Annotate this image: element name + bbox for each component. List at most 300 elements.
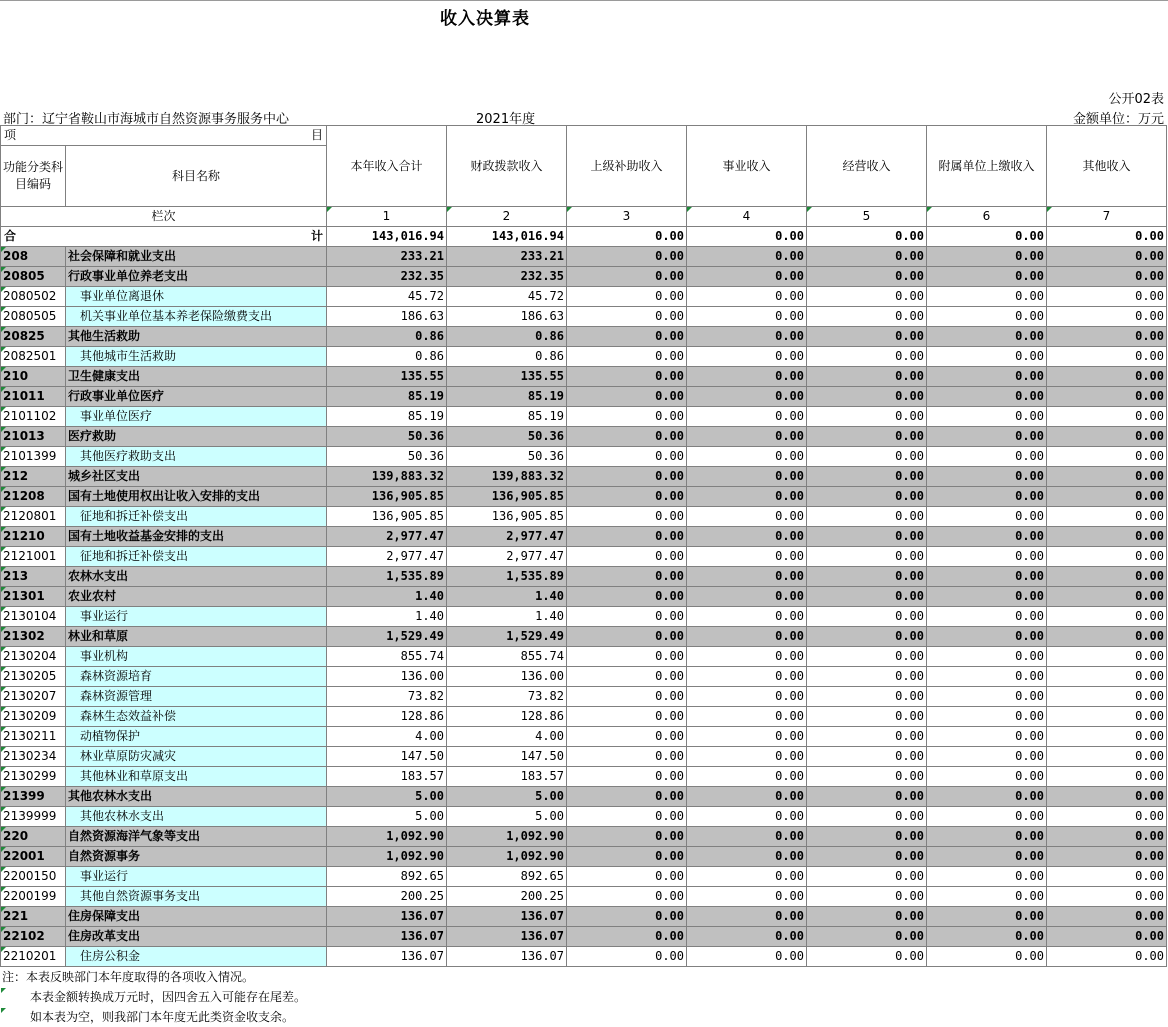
- row-value-2: 85.19: [447, 387, 567, 407]
- row-code: 2210201: [1, 947, 66, 967]
- row-value-3: 0.00: [567, 947, 687, 967]
- col-header-3: 上级补助收入: [567, 126, 687, 207]
- row-value-1: 200.25: [327, 887, 447, 907]
- row-name: 事业单位医疗: [66, 407, 327, 427]
- row-value-3: 0.00: [567, 387, 687, 407]
- row-value-6: 0.00: [927, 787, 1047, 807]
- row-name: 其他医疗救助支出: [66, 447, 327, 467]
- row-value-6: 0.00: [927, 507, 1047, 527]
- row-value-4: 0.00: [687, 507, 807, 527]
- row-value-1: 45.72: [327, 287, 447, 307]
- col-num-1: 1: [327, 207, 447, 227]
- row-value-3: 0.00: [567, 507, 687, 527]
- row-code: 20805: [1, 267, 66, 287]
- row-value-5: 0.00: [807, 827, 927, 847]
- row-value-7: 0.00: [1047, 567, 1167, 587]
- row-value-2: 136.07: [447, 907, 567, 927]
- row-code: 2130204: [1, 647, 66, 667]
- row-value-4: 0.00: [687, 867, 807, 887]
- row-value-3: 0.00: [567, 847, 687, 867]
- row-code: 20825: [1, 327, 66, 347]
- row-value-2: 136,905.85: [447, 487, 567, 507]
- table-row: [1, 367, 1167, 387]
- row-value-7: 0.00: [1047, 327, 1167, 347]
- total-value-7: 0.00: [1047, 227, 1167, 247]
- total-value-2: 143,016.94: [447, 227, 567, 247]
- row-value-4: 0.00: [687, 887, 807, 907]
- row-name: 医疗救助: [66, 427, 327, 447]
- row-code: 213: [1, 567, 66, 587]
- row-value-2: 1,092.90: [447, 827, 567, 847]
- row-code: 220: [1, 827, 66, 847]
- row-value-1: 1,529.49: [327, 627, 447, 647]
- row-value-7: 0.00: [1047, 667, 1167, 687]
- row-value-4: 0.00: [687, 827, 807, 847]
- row-name: 机关事业单位基本养老保险缴费支出: [66, 307, 327, 327]
- row-value-5: 0.00: [807, 847, 927, 867]
- row-value-1: 136,905.85: [327, 507, 447, 527]
- row-code: 2130104: [1, 607, 66, 627]
- row-value-5: 0.00: [807, 347, 927, 367]
- row-value-1: 892.65: [327, 867, 447, 887]
- name-col-header: 科目名称: [66, 146, 327, 207]
- row-value-2: 50.36: [447, 447, 567, 467]
- row-value-5: 0.00: [807, 527, 927, 547]
- row-value-3: 0.00: [567, 647, 687, 667]
- fiscal-year: 2021年度: [476, 112, 536, 127]
- row-value-6: 0.00: [927, 927, 1047, 947]
- row-value-5: 0.00: [807, 947, 927, 967]
- row-value-6: 0.00: [927, 587, 1047, 607]
- row-value-5: 0.00: [807, 287, 927, 307]
- row-value-3: 0.00: [567, 727, 687, 747]
- row-value-1: 855.74: [327, 647, 447, 667]
- row-value-6: 0.00: [927, 627, 1047, 647]
- table-row: [1, 347, 1167, 367]
- row-value-4: 0.00: [687, 647, 807, 667]
- row-code: 2130205: [1, 667, 66, 687]
- footnote-1: 注：本表反映部门本年度取得的各项收入情况。: [2, 970, 255, 984]
- row-value-2: 50.36: [447, 427, 567, 447]
- row-value-7: 0.00: [1047, 587, 1167, 607]
- row-value-7: 0.00: [1047, 407, 1167, 427]
- row-name: 森林资源培育: [66, 667, 327, 687]
- col-num-2: 2: [447, 207, 567, 227]
- col-num-4: 4: [687, 207, 807, 227]
- row-value-2: 2,977.47: [447, 547, 567, 567]
- row-value-4: 0.00: [687, 767, 807, 787]
- row-value-6: 0.00: [927, 287, 1047, 307]
- row-name: 住房保障支出: [66, 907, 327, 927]
- row-value-5: 0.00: [807, 427, 927, 447]
- table-row: [1, 467, 1167, 487]
- row-code: 2130234: [1, 747, 66, 767]
- row-value-6: 0.00: [927, 527, 1047, 547]
- row-value-1: 136.07: [327, 927, 447, 947]
- row-value-4: 0.00: [687, 667, 807, 687]
- row-code: 21011: [1, 387, 66, 407]
- row-value-3: 0.00: [567, 527, 687, 547]
- table-row: [1, 607, 1167, 627]
- row-value-6: 0.00: [927, 887, 1047, 907]
- row-value-2: 4.00: [447, 727, 567, 747]
- footnote-2: 本表金额转换成万元时，因四舍五入可能存在尾差。: [2, 987, 306, 1007]
- row-value-5: 0.00: [807, 567, 927, 587]
- row-value-4: 0.00: [687, 907, 807, 927]
- row-value-7: 0.00: [1047, 387, 1167, 407]
- row-value-6: 0.00: [927, 267, 1047, 287]
- row-value-1: 0.86: [327, 327, 447, 347]
- row-value-7: 0.00: [1047, 707, 1167, 727]
- table-row: [1, 307, 1167, 327]
- row-code: 22001: [1, 847, 66, 867]
- row-value-5: 0.00: [807, 307, 927, 327]
- row-value-3: 0.00: [567, 887, 687, 907]
- row-value-4: 0.00: [687, 567, 807, 587]
- lanci-label: 栏次: [1, 207, 327, 227]
- row-code: 21013: [1, 427, 66, 447]
- table-row: [1, 707, 1167, 727]
- total-value-1: 143,016.94: [327, 227, 447, 247]
- row-value-5: 0.00: [807, 807, 927, 827]
- row-value-3: 0.00: [567, 687, 687, 707]
- row-code: 21210: [1, 527, 66, 547]
- table-row: [1, 247, 1167, 267]
- table-row: [1, 527, 1167, 547]
- row-value-1: 50.36: [327, 447, 447, 467]
- row-value-1: 50.36: [327, 427, 447, 447]
- department-label: 部门：辽宁省鞍山市海城市自然资源事务服务中心: [3, 112, 290, 127]
- row-name: 林业草原防灾减灾: [66, 747, 327, 767]
- row-value-1: 0.86: [327, 347, 447, 367]
- row-name: 其他自然资源事务支出: [66, 887, 327, 907]
- row-value-3: 0.00: [567, 447, 687, 467]
- col-num-5: 5: [807, 207, 927, 227]
- row-value-5: 0.00: [807, 267, 927, 287]
- row-value-3: 0.00: [567, 767, 687, 787]
- row-value-2: 855.74: [447, 647, 567, 667]
- row-value-6: 0.00: [927, 467, 1047, 487]
- row-value-4: 0.00: [687, 947, 807, 967]
- table-row: [1, 787, 1167, 807]
- row-value-7: 0.00: [1047, 547, 1167, 567]
- row-value-5: 0.00: [807, 507, 927, 527]
- row-value-6: 0.00: [927, 487, 1047, 507]
- table-row: [1, 647, 1167, 667]
- row-name: 住房公积金: [66, 947, 327, 967]
- row-value-5: 0.00: [807, 907, 927, 927]
- row-value-6: 0.00: [927, 427, 1047, 447]
- row-value-1: 2,977.47: [327, 527, 447, 547]
- col-num-3: 3: [567, 207, 687, 227]
- row-value-1: 5.00: [327, 787, 447, 807]
- row-value-2: 186.63: [447, 307, 567, 327]
- row-value-6: 0.00: [927, 907, 1047, 927]
- row-value-5: 0.00: [807, 647, 927, 667]
- col-num-7: 7: [1047, 207, 1167, 227]
- row-value-4: 0.00: [687, 287, 807, 307]
- column-number-row: [1, 207, 1167, 227]
- table-row: [1, 907, 1167, 927]
- total-label: [1, 227, 327, 247]
- total-value-4: 0.00: [687, 227, 807, 247]
- row-value-2: 232.35: [447, 267, 567, 287]
- row-value-5: 0.00: [807, 607, 927, 627]
- table-row: [1, 867, 1167, 887]
- row-value-7: 0.00: [1047, 867, 1167, 887]
- row-value-2: 0.86: [447, 347, 567, 367]
- row-value-7: 0.00: [1047, 647, 1167, 667]
- row-value-5: 0.00: [807, 327, 927, 347]
- row-value-4: 0.00: [687, 627, 807, 647]
- row-value-6: 0.00: [927, 707, 1047, 727]
- row-name: 征地和拆迁补偿支出: [66, 547, 327, 567]
- row-value-6: 0.00: [927, 607, 1047, 627]
- row-value-2: 1.40: [447, 587, 567, 607]
- row-value-6: 0.00: [927, 407, 1047, 427]
- total-value-3: 0.00: [567, 227, 687, 247]
- row-value-2: 892.65: [447, 867, 567, 887]
- row-name: 国有土地使用权出让收入安排的支出: [66, 487, 327, 507]
- row-value-2: 136,905.85: [447, 507, 567, 527]
- table-row: [1, 327, 1167, 347]
- row-value-3: 0.00: [567, 747, 687, 767]
- table-row: [1, 947, 1167, 967]
- total-value-5: 0.00: [807, 227, 927, 247]
- row-value-1: 135.55: [327, 367, 447, 387]
- table-row: [1, 627, 1167, 647]
- row-value-7: 0.00: [1047, 447, 1167, 467]
- row-value-2: 0.86: [447, 327, 567, 347]
- total-label-left: 合: [4, 229, 17, 243]
- row-value-6: 0.00: [927, 727, 1047, 747]
- row-name: 自然资源海洋气象等支出: [66, 827, 327, 847]
- row-value-1: 147.50: [327, 747, 447, 767]
- row-value-3: 0.00: [567, 827, 687, 847]
- row-name: 农业农村: [66, 587, 327, 607]
- footnotes: [2, 967, 306, 1027]
- row-value-6: 0.00: [927, 807, 1047, 827]
- row-value-4: 0.00: [687, 787, 807, 807]
- row-value-4: 0.00: [687, 367, 807, 387]
- row-value-5: 0.00: [807, 867, 927, 887]
- row-code: 22102: [1, 927, 66, 947]
- row-value-4: 0.00: [687, 707, 807, 727]
- row-value-3: 0.00: [567, 587, 687, 607]
- row-name: 其他生活救助: [66, 327, 327, 347]
- row-value-2: 139,883.32: [447, 467, 567, 487]
- row-value-5: 0.00: [807, 407, 927, 427]
- row-value-6: 0.00: [927, 767, 1047, 787]
- row-value-3: 0.00: [567, 407, 687, 427]
- row-value-5: 0.00: [807, 367, 927, 387]
- row-value-3: 0.00: [567, 927, 687, 947]
- row-name: 事业单位离退休: [66, 287, 327, 307]
- row-value-3: 0.00: [567, 247, 687, 267]
- row-value-6: 0.00: [927, 667, 1047, 687]
- row-value-4: 0.00: [687, 447, 807, 467]
- row-value-2: 1.40: [447, 607, 567, 627]
- row-value-7: 0.00: [1047, 847, 1167, 867]
- row-value-7: 0.00: [1047, 527, 1167, 547]
- row-code: 221: [1, 907, 66, 927]
- row-value-1: 73.82: [327, 687, 447, 707]
- row-value-5: 0.00: [807, 467, 927, 487]
- col-header-6: 附属单位上缴收入: [927, 126, 1047, 207]
- table-row: [1, 387, 1167, 407]
- row-value-1: 85.19: [327, 407, 447, 427]
- table-row: [1, 667, 1167, 687]
- row-value-7: 0.00: [1047, 307, 1167, 327]
- row-value-4: 0.00: [687, 247, 807, 267]
- row-value-7: 0.00: [1047, 507, 1167, 527]
- row-name: 动植物保护: [66, 727, 327, 747]
- row-value-6: 0.00: [927, 947, 1047, 967]
- row-value-4: 0.00: [687, 527, 807, 547]
- row-value-1: 136.07: [327, 907, 447, 927]
- row-value-2: 200.25: [447, 887, 567, 907]
- row-name: 事业机构: [66, 647, 327, 667]
- row-code: 2130209: [1, 707, 66, 727]
- row-name: 卫生健康支出: [66, 367, 327, 387]
- row-value-7: 0.00: [1047, 287, 1167, 307]
- row-value-7: 0.00: [1047, 427, 1167, 447]
- table-row: [1, 407, 1167, 427]
- row-value-6: 0.00: [927, 447, 1047, 467]
- row-value-6: 0.00: [927, 747, 1047, 767]
- table-row: [1, 827, 1167, 847]
- row-value-4: 0.00: [687, 607, 807, 627]
- row-value-6: 0.00: [927, 247, 1047, 267]
- row-value-7: 0.00: [1047, 607, 1167, 627]
- col-header-1: 本年收入合计: [327, 126, 447, 207]
- header-item-row: [1, 126, 1167, 146]
- row-code: 210: [1, 367, 66, 387]
- row-code: 2080502: [1, 287, 66, 307]
- row-code: 2121001: [1, 547, 66, 567]
- row-value-5: 0.00: [807, 547, 927, 567]
- row-value-4: 0.00: [687, 687, 807, 707]
- row-value-3: 0.00: [567, 367, 687, 387]
- row-value-6: 0.00: [927, 867, 1047, 887]
- row-name: 国有土地收益基金安排的支出: [66, 527, 327, 547]
- row-value-7: 0.00: [1047, 927, 1167, 947]
- row-value-2: 233.21: [447, 247, 567, 267]
- row-name: 社会保障和就业支出: [66, 247, 327, 267]
- row-value-5: 0.00: [807, 687, 927, 707]
- row-value-2: 136.07: [447, 947, 567, 967]
- row-value-4: 0.00: [687, 407, 807, 427]
- row-value-3: 0.00: [567, 867, 687, 887]
- row-value-3: 0.00: [567, 607, 687, 627]
- row-value-2: 5.00: [447, 787, 567, 807]
- row-value-6: 0.00: [927, 567, 1047, 587]
- table-row: [1, 927, 1167, 947]
- row-value-3: 0.00: [567, 267, 687, 287]
- row-code: 2200199: [1, 887, 66, 907]
- row-value-1: 2,977.47: [327, 547, 447, 567]
- table-row: [1, 287, 1167, 307]
- table-row: [1, 847, 1167, 867]
- table-row: [1, 767, 1167, 787]
- row-value-3: 0.00: [567, 567, 687, 587]
- item-header: [1, 126, 327, 146]
- row-value-1: 1.40: [327, 607, 447, 627]
- row-value-2: 1,092.90: [447, 847, 567, 867]
- table-row: [1, 507, 1167, 527]
- row-value-3: 0.00: [567, 907, 687, 927]
- income-table: [0, 125, 1167, 967]
- row-name: 其他城市生活救助: [66, 347, 327, 367]
- row-name: 行政事业单位养老支出: [66, 267, 327, 287]
- row-value-5: 0.00: [807, 927, 927, 947]
- row-value-1: 136,905.85: [327, 487, 447, 507]
- form-number: 公开02表: [1108, 92, 1164, 107]
- row-value-4: 0.00: [687, 467, 807, 487]
- row-code: 21302: [1, 627, 66, 647]
- total-value-6: 0.00: [927, 227, 1047, 247]
- row-value-7: 0.00: [1047, 347, 1167, 367]
- row-value-5: 0.00: [807, 787, 927, 807]
- row-value-3: 0.00: [567, 327, 687, 347]
- row-value-4: 0.00: [687, 427, 807, 447]
- row-value-7: 0.00: [1047, 887, 1167, 907]
- table-row: [1, 887, 1167, 907]
- row-value-2: 136.07: [447, 927, 567, 947]
- row-value-5: 0.00: [807, 487, 927, 507]
- row-code: 212: [1, 467, 66, 487]
- row-value-5: 0.00: [807, 707, 927, 727]
- row-value-2: 183.57: [447, 767, 567, 787]
- row-code: 2101102: [1, 407, 66, 427]
- item-header-left: 项: [4, 128, 17, 142]
- row-value-4: 0.00: [687, 387, 807, 407]
- row-value-3: 0.00: [567, 787, 687, 807]
- report-title: 收入决算表: [440, 9, 530, 29]
- row-code: 2130211: [1, 727, 66, 747]
- row-code: 21208: [1, 487, 66, 507]
- row-value-7: 0.00: [1047, 687, 1167, 707]
- row-value-1: 1,535.89: [327, 567, 447, 587]
- row-value-4: 0.00: [687, 807, 807, 827]
- row-value-1: 233.21: [327, 247, 447, 267]
- footnote-3: 如本表为空，则我部门本年度无此类资金收支余。: [2, 1007, 306, 1027]
- row-name: 其他农林水支出: [66, 787, 327, 807]
- total-row: [1, 227, 1167, 247]
- row-code: 21399: [1, 787, 66, 807]
- row-value-7: 0.00: [1047, 367, 1167, 387]
- row-value-2: 5.00: [447, 807, 567, 827]
- row-value-1: 139,883.32: [327, 467, 447, 487]
- row-value-3: 0.00: [567, 347, 687, 367]
- row-value-1: 183.57: [327, 767, 447, 787]
- row-code: 2080505: [1, 307, 66, 327]
- row-value-5: 0.00: [807, 587, 927, 607]
- row-value-4: 0.00: [687, 587, 807, 607]
- row-value-2: 136.00: [447, 667, 567, 687]
- row-value-5: 0.00: [807, 247, 927, 267]
- row-value-3: 0.00: [567, 807, 687, 827]
- row-value-6: 0.00: [927, 307, 1047, 327]
- table-row: [1, 807, 1167, 827]
- row-name: 其他农林水支出: [66, 807, 327, 827]
- row-value-1: 136.00: [327, 667, 447, 687]
- col-header-4: 事业收入: [687, 126, 807, 207]
- table-row: [1, 267, 1167, 287]
- row-value-1: 1.40: [327, 587, 447, 607]
- row-value-1: 136.07: [327, 947, 447, 967]
- row-value-1: 232.35: [327, 267, 447, 287]
